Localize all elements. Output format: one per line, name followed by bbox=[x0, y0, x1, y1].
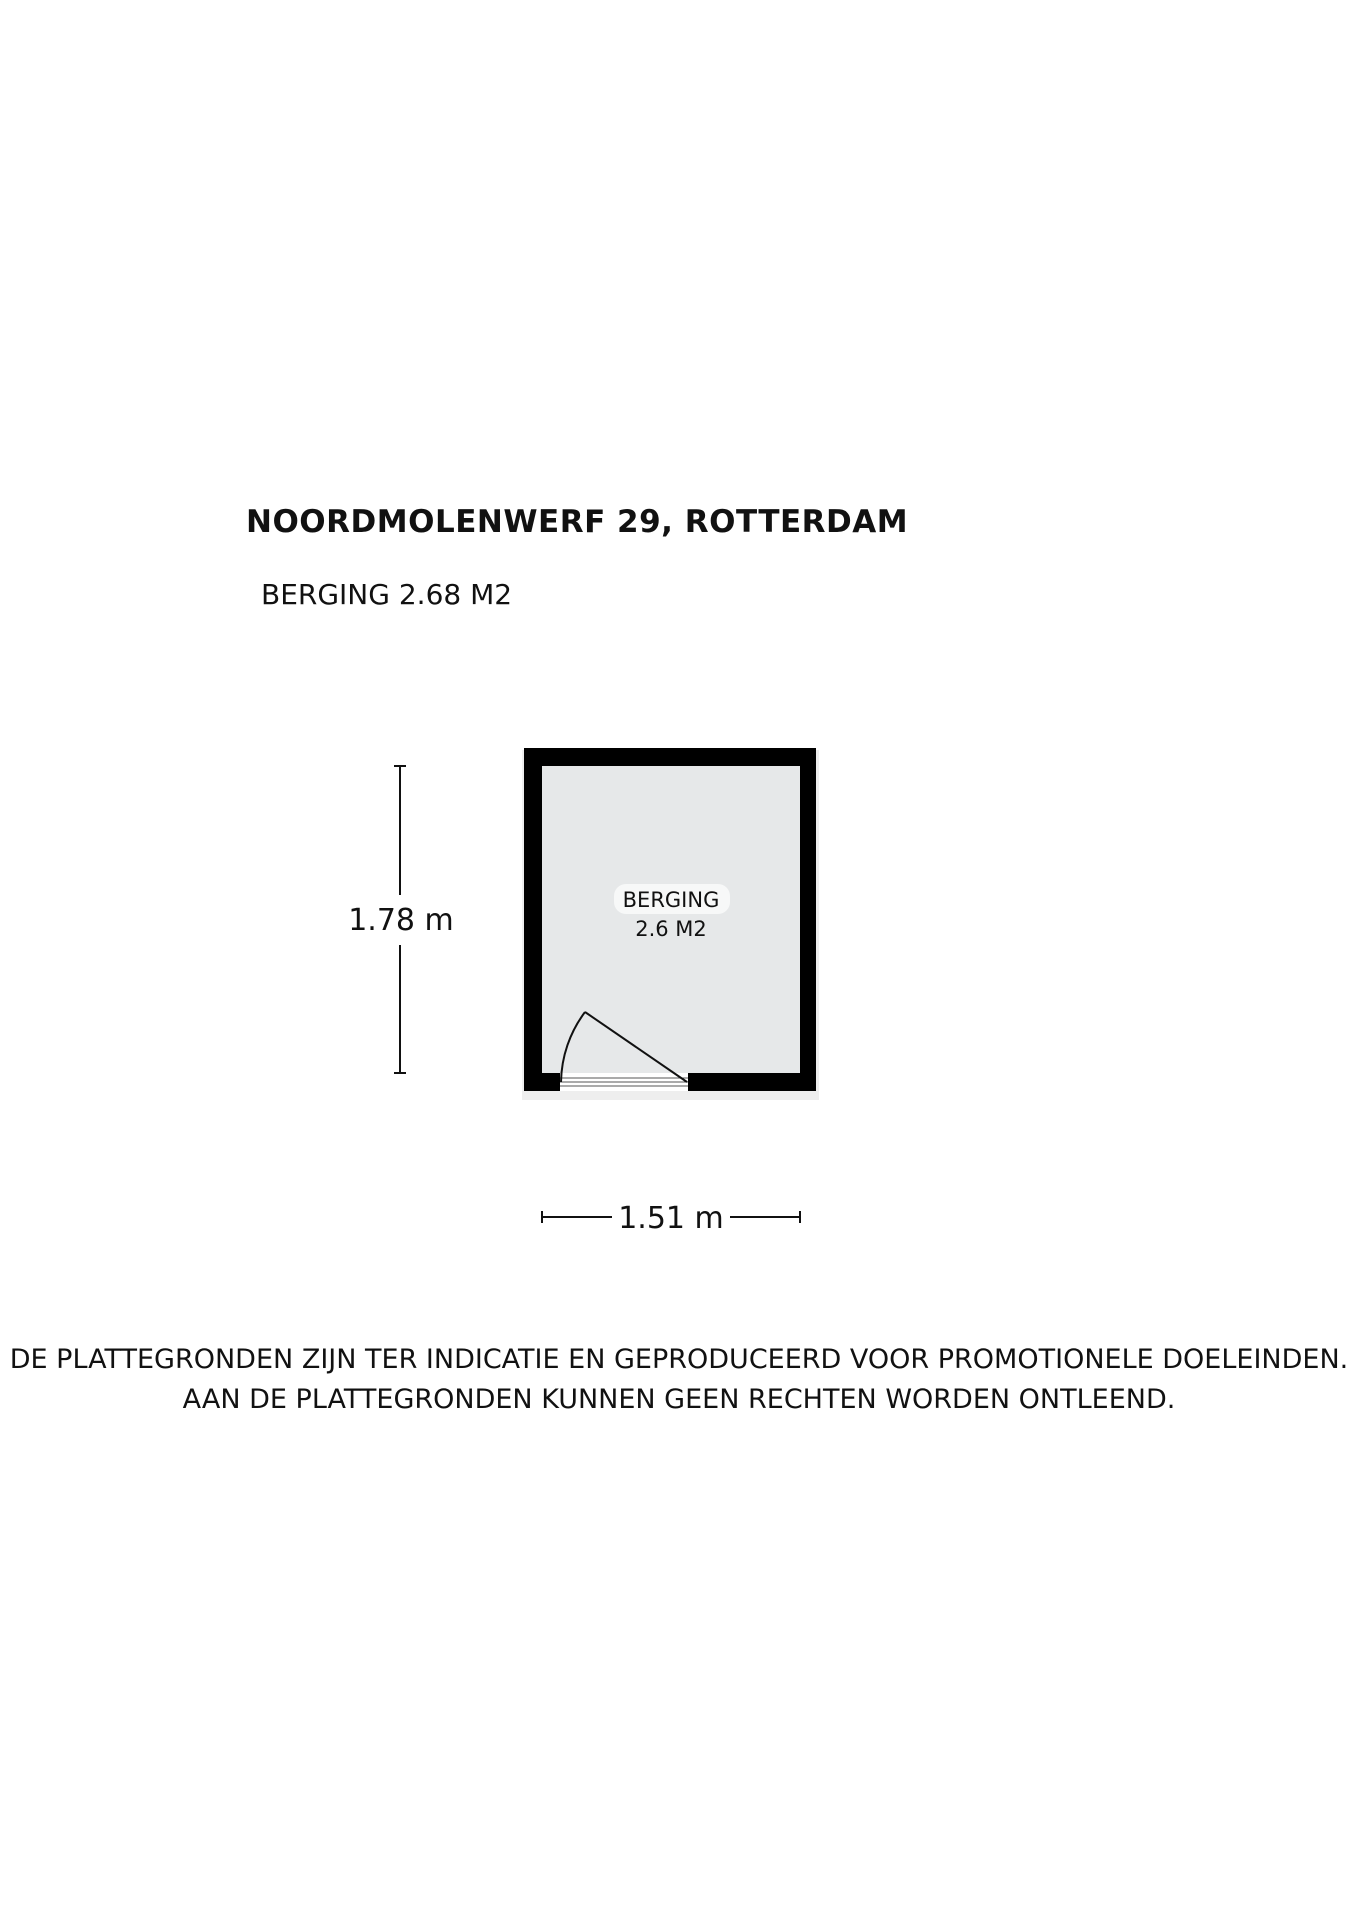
area-summary: BERGING 2.68 M2 bbox=[261, 578, 513, 611]
door-jamb-right bbox=[688, 1073, 696, 1091]
width-dimension-label: 1.51 m bbox=[618, 1201, 724, 1236]
height-dimension-label: 1.78 m bbox=[348, 903, 454, 938]
disclaimer bbox=[0, 1340, 1358, 1420]
room-area: 2.6 M2 bbox=[635, 917, 707, 941]
address-title: NOORDMOLENWERF 29, ROTTERDAM bbox=[246, 504, 909, 540]
door-jamb-left bbox=[552, 1073, 560, 1091]
disclaimer-line-1: DE PLATTEGRONDEN ZIJN TER INDICATIE EN GEPRODUCEERD VOOR PROMOTIONELE DOELEINDEN. bbox=[9, 1344, 1349, 1375]
disclaimer-line-2: AAN DE PLATTEGRONDEN KUNNEN GEEN RECHTEN WORDEN ONTLEEND. bbox=[182, 1384, 1176, 1415]
room-name: BERGING bbox=[622, 888, 720, 912]
